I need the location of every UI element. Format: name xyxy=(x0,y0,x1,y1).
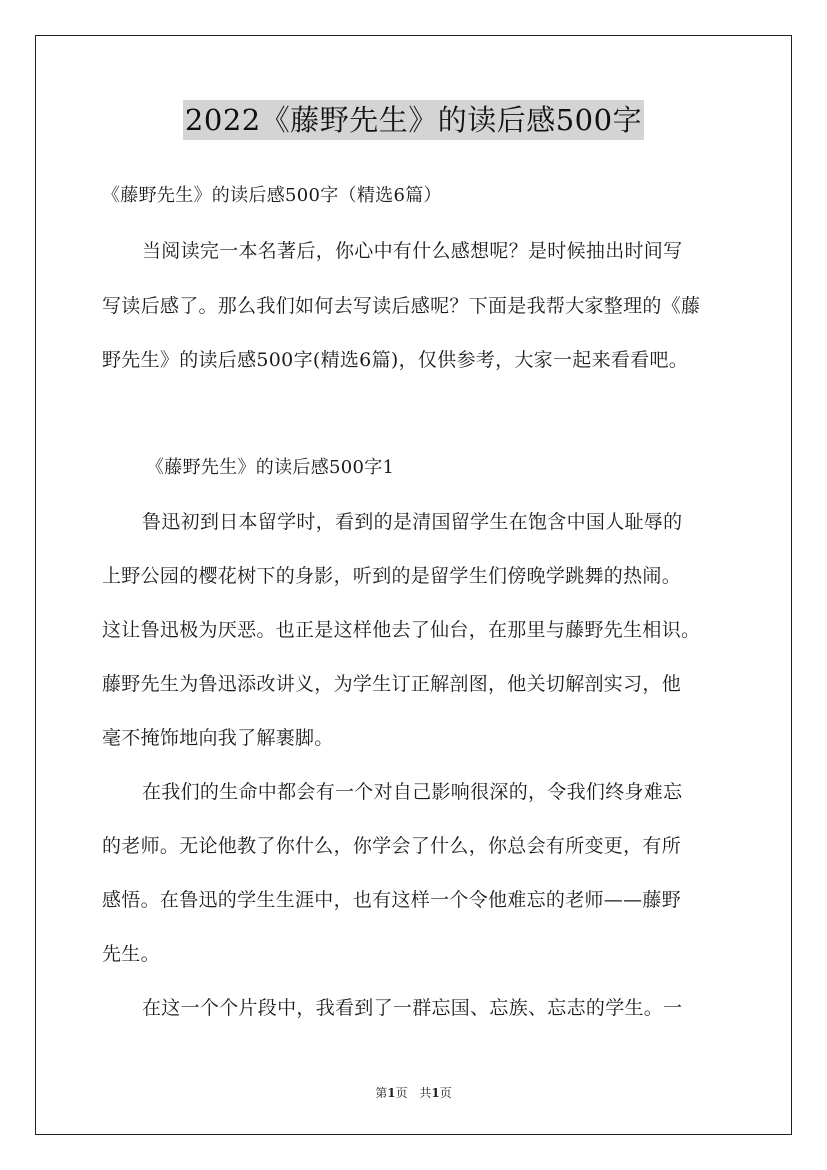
p2-line-3: 感悟。在鲁迅的学生生涯中，也有这样一个令他难忘的老师——藤野 xyxy=(102,889,682,911)
p1-line-4: 藤野先生为鲁迅添改讲义，为学生订正解剖图，他关切解剖实习，他 xyxy=(102,673,682,695)
intro-line-3: 野先生》的读后感500字(精选6篇)，仅供参考，大家一起来看看吧。 xyxy=(102,349,689,371)
intro-line-2: 写读后感了。那么我们如何去写读后感呢？下面是我帮大家整理的《藤 xyxy=(102,295,701,317)
title-container xyxy=(0,100,827,140)
p2-line-2: 的老师。无论他教了你什么，你学会了什么，你总会有所变更，有所 xyxy=(102,835,682,857)
p3-line-1: 在这一个个片段中，我看到了一群忘国、忘族、忘志的学生。一 xyxy=(142,997,683,1019)
p1-line-1: 鲁迅初到日本留学时，看到的是清国留学生在饱含中国人耻辱的 xyxy=(142,511,683,533)
intro-line-1: 当阅读完一本名著后，你心中有什么感想呢？是时候抽出时间写 xyxy=(142,240,683,262)
p1-line-2: 上野公园的樱花树下的身影，听到的是留学生们傍晚学跳舞的热闹。 xyxy=(102,565,682,587)
section-heading: 《藤野先生》的读后感500字1 xyxy=(146,457,395,478)
document-subtitle: 《藤野先生》的读后感500字（精选6篇） xyxy=(102,185,442,206)
document-title: 2022《藤野先生》的读后感500字 xyxy=(183,100,644,140)
p2-line-1: 在我们的生命中都会有一个对自己影响很深的，令我们终身难忘 xyxy=(142,781,683,803)
page-footer xyxy=(0,1084,827,1101)
p2-line-4: 先生。 xyxy=(102,943,160,965)
page-indicator: 第1页 xyxy=(375,1086,408,1100)
p1-line-3: 这让鲁迅极为厌恶。也正是这样他去了仙台，在那里与藤野先生相识。 xyxy=(102,619,701,641)
p1-line-5: 毫不掩饰地向我了解裹脚。 xyxy=(102,727,334,749)
total-pages-indicator: 共1页 xyxy=(419,1086,452,1100)
